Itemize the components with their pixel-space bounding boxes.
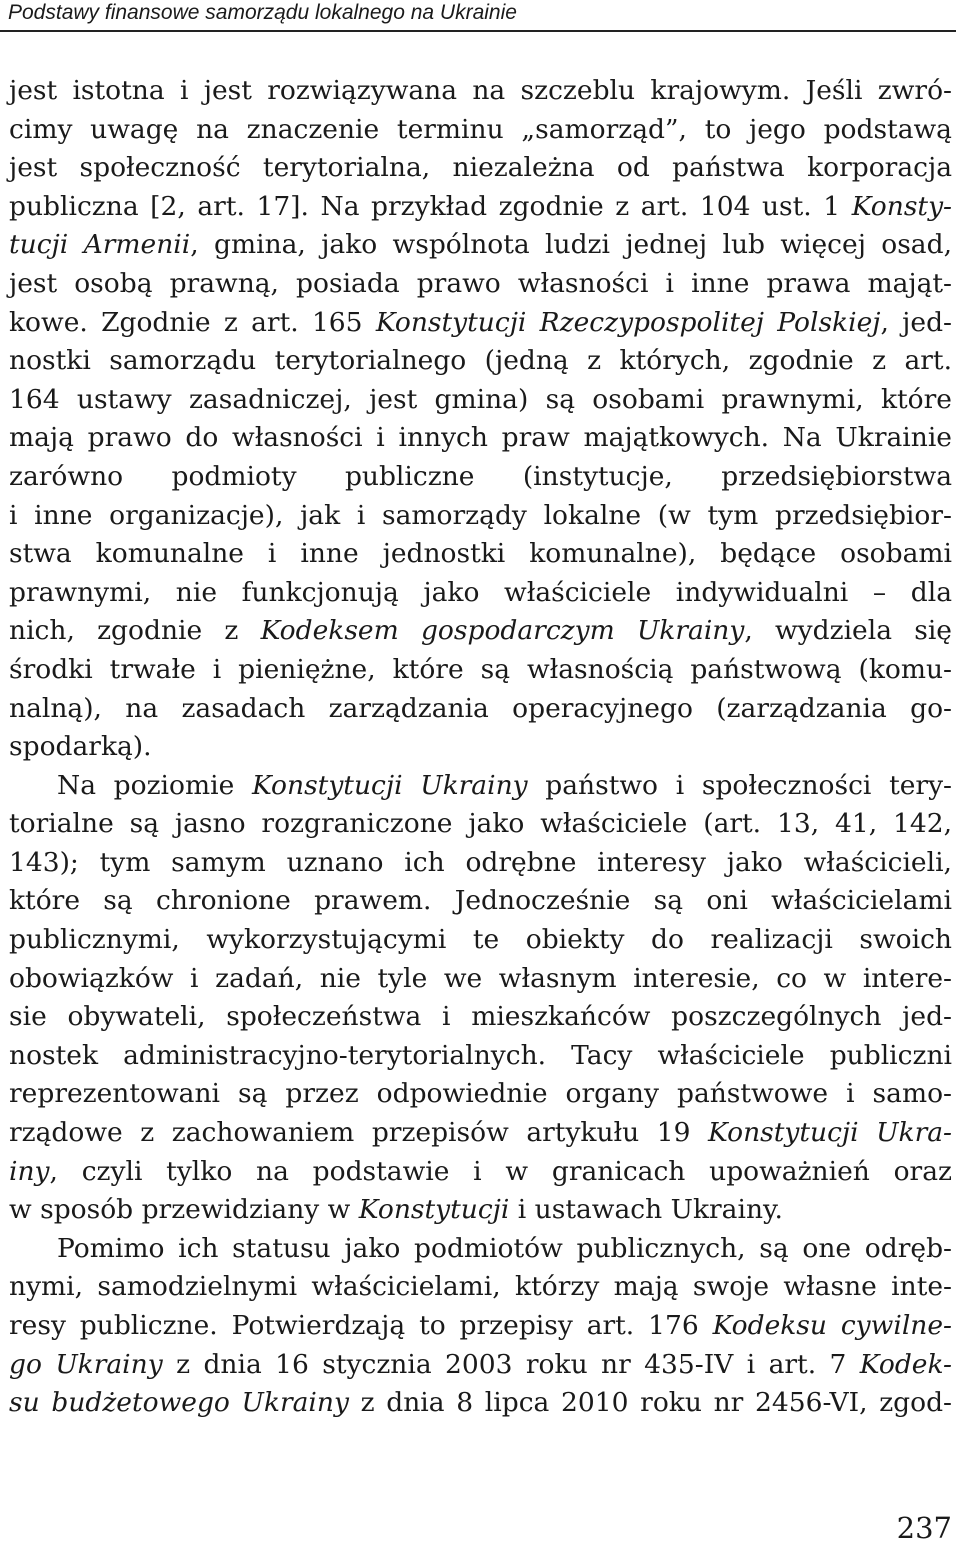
text-line: które są chronione prawem. Jednocześnie są oni właścicielami — [9, 885, 952, 917]
text-line: nich, zgodnie z Kodeksem gospodarczym Ukrainy, wydziela się — [9, 615, 952, 647]
text-line: nostki samorządu terytorialnego (jedną z których, zgodnie z art. — [9, 345, 952, 377]
text-line: 164 ustawy zasadniczej, jest gmina) są osobami prawnymi, które — [9, 383, 952, 415]
text-line: cimy uwagę na znaczenie terminu „samorząd”, to jego podstawą — [9, 113, 952, 145]
text-line: su budżetowego Ukrainy z dnia 8 lipca 2010 roku nr 2456-VI, zgod- — [9, 1387, 952, 1419]
text-line: Na poziomie Konstytucji Ukrainy państwo i społeczności tery- — [57, 769, 953, 801]
text-line: nymi, samodzielnymi właścicielami, którzy mają swoje własne inte- — [9, 1271, 952, 1303]
header-rule — [0, 30, 956, 32]
text-line: jest osobą prawną, posiada prawo własności i inne prawa mająt- — [9, 267, 952, 299]
text-line: publiczna [2, art. 17]. Na przykład zgodnie z art. 104 ust. 1 Konsty- — [9, 190, 952, 222]
text-line: i inne organizacje), jak i samorządy lokalne (w tym przedsiębior- — [9, 499, 952, 531]
text-line: torialne są jasno rozgraniczone jako właściciele (art. 13, 41, 142, — [9, 808, 952, 840]
text-line: iny, czyli tylko na podstawie i w granicach upoważnień oraz — [9, 1155, 952, 1187]
text-line: publicznymi, wykorzystującymi te obiekty do realizacji swoich — [9, 924, 952, 956]
text-line: spodarką). — [9, 731, 152, 763]
text-line: obowiązków i zadań, nie tyle we własnym interesie, co w intere- — [9, 962, 952, 994]
text-line: sie obywateli, społeczeństwa i mieszkańców poszczególnych jed- — [9, 1001, 952, 1033]
text-line: jest istotna i jest rozwiązywana na szczeblu krajowym. Jeśli zwró- — [9, 75, 952, 106]
text-line: zarówno podmioty publiczne (instytucje, przedsiębiorstwa — [9, 460, 952, 492]
text-line: środki trwałe i pieniężne, które są własnością państwową (komu- — [9, 653, 952, 685]
text-line: w sposób przewidziany w Konstytucji i ustawach Ukrainy. — [9, 1194, 783, 1226]
text-line: reprezentowani są przez odpowiednie organy państwowe i samo- — [9, 1078, 952, 1110]
running-title: Podstawy finansowe samorządu lokalnego na Ukrainie — [8, 1, 517, 24]
text-line: rządowe z zachowaniem przepisów artykułu 19 Konstytucji Ukra- — [9, 1117, 952, 1149]
running-header — [8, 0, 952, 30]
text-line: nalną), na zasadach zarządzania operacyjnego (zarządzania go- — [9, 692, 952, 724]
text-line: nostek administracyjno-terytorialnych. Tacy właściciele publiczni — [9, 1039, 952, 1071]
body-text — [9, 72, 952, 1423]
text-line: 143); tym samym uznano ich odrębne interesy jako właścicieli, — [9, 846, 952, 878]
text-line: jest społeczność terytorialna, niezależna od państwa korporacja — [9, 152, 952, 184]
text-line: stwa komunalne i inne jednostki komunalne), będące osobami — [9, 538, 952, 570]
text-line: tucji Armenii, gmina, jako wspólnota ludzi jednej lub więcej osad, — [9, 229, 952, 261]
text-line: Pomimo ich statusu jako podmiotów publicznych, są one odręb- — [57, 1232, 952, 1264]
text-line: prawnymi, nie funkcjonują jako właściciele indywidualni – dla — [9, 576, 952, 608]
text-line: go Ukrainy z dnia 16 stycznia 2003 roku nr 435-IV i art. 7 Kodek- — [9, 1348, 953, 1380]
text-line: mają prawo do własności i innych praw majątkowych. Na Ukrainie — [9, 422, 952, 454]
text-line: kowe. Zgodnie z art. 165 Konstytucji Rzeczypospolitej Polskiej, jed- — [9, 306, 953, 338]
text-line: resy publiczne. Potwierdzają to przepisy art. 176 Kodeksu cywilne- — [9, 1310, 952, 1341]
page-number: 237 — [896, 1511, 952, 1545]
